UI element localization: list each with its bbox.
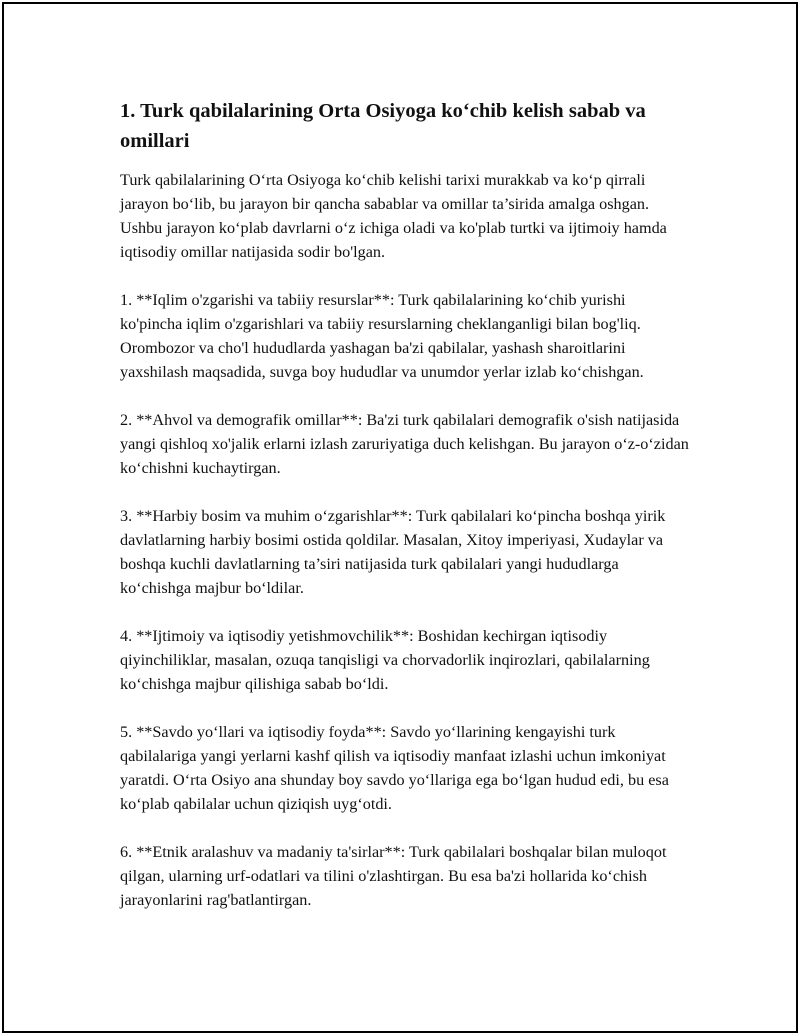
list-item-ethnic-mixing: 6. **Etnik aralashuv va madaniy ta'sirlar**: Turk qabilalari boshqalar bilan muloqot qilgan, ularning urf-odatlari va tilini o'zlashtirgan. Bu esa ba'zi hollarida ko‘chish jarayonlarini rag'batlantirgan. bbox=[120, 843, 667, 909]
document-content bbox=[120, 96, 690, 936]
list-item-demographic: 2. **Ahvol va demografik omillar**: Ba'zi turk qabilalari demografik o'sish natijasida yangi qishloq xo'jalik erlarni izlash zaruriyatiga duch kelishgan. Bu jarayon o‘z-o‘zidan ko‘chishni kuchaytirgan. bbox=[120, 411, 689, 477]
list-item-climate: 1. **Iqlim o'zgarishi va tabiiy resurslar**: Turk qabilalarining ko‘chib yurishi ko'pincha iqlim o'zgarishlari va tabiiy resurslarning cheklanganligi bilan bog'liq. Orombozor va cho'l hududlarda yashagan ba'zi qabilalar, yashash sharoitlarini yaxshilash maqsadida, suvga boy hududlar va unumdor yerlar izlab ko‘chishgan. bbox=[120, 291, 644, 381]
list-item-trade-routes: 5. **Savdo yo‘llari va iqtisodiy foyda**: Savdo yo‘llarining kengayishi turk qabilalariga yangi yerlarni kashf qilish va iqtisodiy manfaat izlashi uchun imkoniyat yaratdi. O‘rta Osiyo ana shunday boy savdo yo‘llariga ega bo‘lgan hudud edi, bu esa ko‘plab qabilalar uchun qiziqish uyg‘otdi. bbox=[120, 723, 669, 813]
list-item-military: 3. **Harbiy bosim va muhim o‘zgarishlar**: Turk qabilalari ko‘pincha boshqa yirik davlatlarning harbiy bosimi ostida qoldilar. Masalan, Xitoy imperiyasi, Xudaylar va boshqa kuchli davlatlarning ta’siri natijasida turk qabilalari yangi hududlarga ko‘chishga majbur bo‘ldilar. bbox=[120, 507, 666, 597]
intro-paragraph: Turk qabilalarining O‘rta Osiyoga ko‘chib kelishi tarixi murakkab va ko‘p qirrali jarayon bo‘lib, bu jarayon bir qancha sabablar va omillar ta’sirida amalga oshgan. Ushbu jarayon ko‘plab davrlarni o‘z ichiga oladi va ko'plab turtki va ijtimoiy hamda iqtisodiy omillar natijasida sodir bo'lgan. bbox=[120, 171, 667, 261]
list-item-economic-shortage: 4. **Ijtimoiy va iqtisodiy yetishmovchilik**: Boshidan kechirgan iqtisodiy qiyinchiliklar, masalan, ozuqa tanqisligi va chorvadorlik inqirozlari, qabilalarning ko‘chishga majbur qilishiga sabab bo‘ldi. bbox=[120, 627, 650, 693]
document-title: 1. Turk qabilalarining Orta Osiyoga ko‘chib kelish sabab va omillari bbox=[120, 100, 646, 152]
page-frame bbox=[2, 2, 798, 1033]
